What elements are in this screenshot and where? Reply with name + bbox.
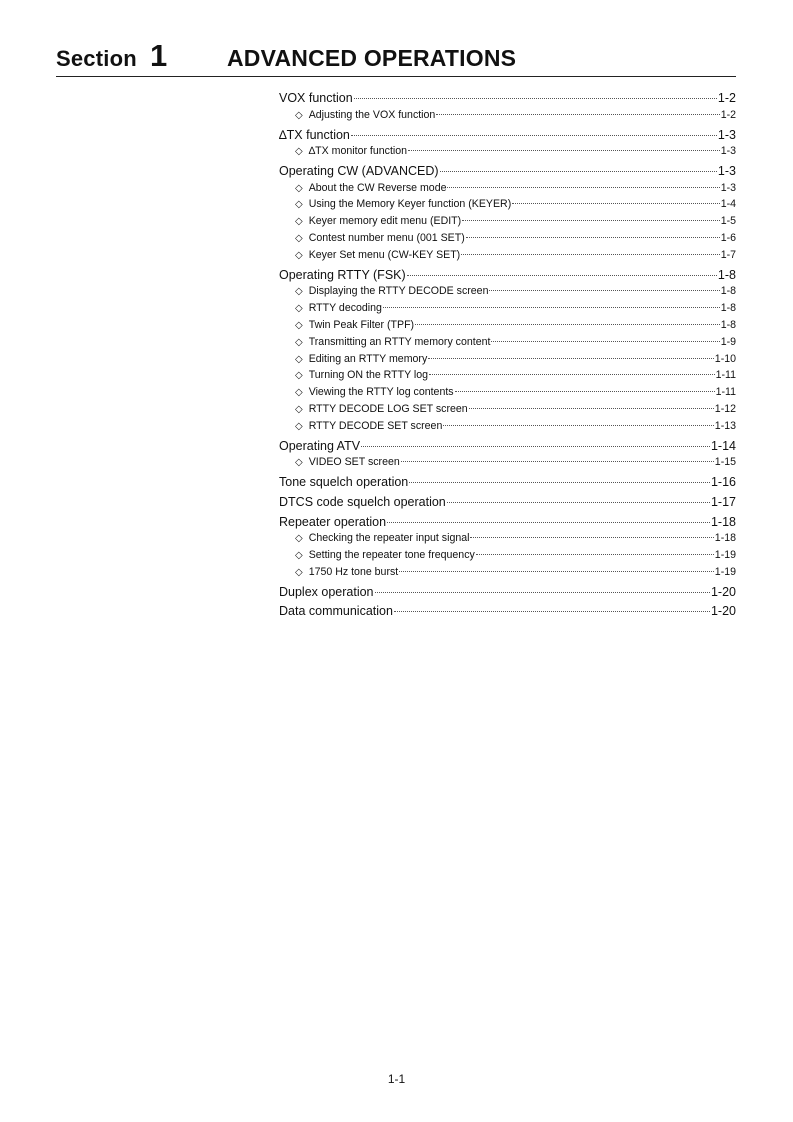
toc-subentry[interactable] [279,420,736,437]
toc-entry-page: 1-3 [720,145,736,158]
toc-entry-label: ◇ RTTY decoding [295,302,382,314]
toc-entry-label: ◇ Checking the repeater input signal [295,532,469,544]
toc-entry-page: 1-3 [720,181,736,194]
toc-entry[interactable] [279,268,736,286]
toc-entry-page: 1-18 [710,514,736,529]
toc-entry-page: 1-15 [714,456,736,469]
toc-entry-label: ◇ RTTY DECODE SET screen [295,420,442,432]
dot-leader [440,171,717,172]
dot-leader [401,461,714,462]
toc-entry-label: Tone squelch operation [279,475,409,490]
dot-leader [361,446,710,447]
toc-entry-page: 1-19 [714,548,736,561]
toc-entry-page: 1-4 [720,198,736,211]
toc-entry-page: 1-11 [715,369,736,382]
toc-entry-label: ◇ Viewing the RTTY log contents [295,386,454,398]
dot-leader [489,290,719,291]
dot-leader [466,237,720,238]
dot-leader [429,374,715,375]
toc-subentry[interactable] [279,109,736,126]
toc-entry-label: ∆TX function [279,127,350,142]
toc-entry-page: 1-7 [720,248,736,261]
toc-entry[interactable] [279,495,736,513]
toc-entry-page: 1-10 [714,352,736,365]
toc-subentry[interactable] [279,386,736,403]
toc-entry-label: ◇ VIDEO SET screen [295,456,400,468]
toc-entry-page: 1-16 [710,475,736,490]
toc-entry-label: ◇ 1750 Hz tone burst [295,566,398,578]
toc-entry[interactable] [279,515,736,533]
toc-entry[interactable] [279,128,736,146]
toc-entry-page: 1-20 [710,584,736,599]
dot-leader [469,408,714,409]
dot-leader [461,254,719,255]
toc-entry-label: ◇ Using the Memory Keyer function (KEYER) [295,198,511,210]
toc-entry[interactable] [279,164,736,182]
dot-leader [436,114,719,115]
toc-entry-page: 1-8 [720,318,736,331]
toc-entry-label: Operating ATV [279,438,361,453]
toc-entry[interactable] [279,475,736,493]
dot-leader [351,135,717,136]
toc-entry-label: Data communication [279,604,393,619]
toc-entry-label: Operating CW (ADVANCED) [279,164,439,179]
dot-leader [409,482,710,483]
dot-leader [387,522,710,523]
toc-entry-label: ◇ Keyer Set menu (CW-KEY SET) [295,249,460,261]
section-number: 1 [150,38,168,73]
toc-entry-label: ◇ Twin Peak Filter (TPF) [295,319,414,331]
toc-subentry[interactable] [279,336,736,353]
toc-entry-page: 1-11 [715,386,736,399]
toc-entry-label: ◇ Editing an RTTY memory [295,353,427,365]
dot-leader [443,425,713,426]
toc-entry-label: ◇ Setting the repeater tone frequency [295,549,475,561]
toc-entry-page: 1-9 [720,335,736,348]
toc-entry[interactable] [279,604,736,622]
toc-subentry[interactable] [279,182,736,199]
toc-subentry[interactable] [279,215,736,232]
toc-entry-page: 1-20 [710,604,736,619]
toc-entry-page: 1-8 [720,285,736,298]
dot-leader [383,307,720,308]
toc-entry-label: DTCS code squelch operation [279,494,446,509]
toc-subentry[interactable] [279,232,736,249]
toc-subentry[interactable] [279,532,736,549]
dot-leader [408,150,720,151]
toc-subentry[interactable] [279,353,736,370]
toc-entry-label: ◇ Contest number menu (001 SET) [295,232,465,244]
toc-entry-page: 1-17 [710,494,736,509]
toc-entry-label: ◇ RTTY DECODE LOG SET screen [295,403,468,415]
dot-leader [455,391,715,392]
toc-subentry[interactable] [279,302,736,319]
table-of-contents [279,89,736,622]
dot-leader [399,571,714,572]
dot-leader [476,554,714,555]
dot-leader [375,592,710,593]
toc-subentry[interactable] [279,285,736,302]
toc-entry[interactable] [279,439,736,457]
toc-entry-page: 1-19 [714,565,736,578]
toc-entry-page: 1-12 [714,402,736,415]
dot-leader [394,611,710,612]
toc-subentry[interactable] [279,249,736,266]
toc-entry-page: 1-3 [717,164,736,179]
toc-entry-label: ◇ About the CW Reverse mode [295,182,446,194]
toc-entry-page: 1-2 [717,91,736,106]
page-number: 1-1 [387,1072,406,1086]
section-header [56,38,736,77]
toc-entry-page: 1-2 [720,108,736,121]
dot-leader [447,187,719,188]
toc-subentry[interactable] [279,456,736,473]
toc-entry-page: 1-3 [717,127,736,142]
dot-leader [354,98,717,99]
toc-entry-page: 1-6 [720,232,736,245]
dot-leader [491,341,719,342]
toc-subentry[interactable] [279,198,736,215]
toc-entry-page: 1-8 [717,267,736,282]
toc-entry-label: ◇ Keyer memory edit menu (EDIT) [295,215,461,227]
toc-entry[interactable] [279,585,736,603]
toc-entry-label: Repeater operation [279,514,387,529]
toc-entry-page: 1-13 [714,419,736,432]
dot-leader [462,220,720,221]
toc-subentry[interactable] [279,319,736,336]
toc-entry-page: 1-8 [720,302,736,315]
toc-subentry[interactable] [279,145,736,162]
toc-subentry[interactable] [279,566,736,583]
toc-entry-label: ◇ Transmitting an RTTY memory content [295,336,490,348]
toc-entry-page: 1-5 [720,215,736,228]
dot-leader [447,502,710,503]
section-label: Section [56,46,137,71]
toc-entry-label: ◇ Displaying the RTTY DECODE screen [295,285,488,297]
dot-leader [428,358,714,359]
section-title: ADVANCED OPERATIONS [227,45,517,71]
toc-entry-page: 1-14 [710,438,736,453]
toc-entry[interactable] [279,91,736,109]
dot-leader [470,537,713,538]
toc-entry-label: ◇ Adjusting the VOX function [295,109,435,121]
dot-leader [415,324,720,325]
toc-subentry[interactable] [279,403,736,420]
toc-entry-label: Duplex operation [279,584,374,599]
toc-entry-label: Operating RTTY (FSK) [279,267,406,282]
dot-leader [512,203,719,204]
toc-entry-label: VOX function [279,91,353,106]
dot-leader [407,275,717,276]
toc-entry-page: 1-18 [714,532,736,545]
toc-entry-label: ◇ Turning ON the RTTY log [295,369,428,381]
toc-subentry[interactable] [279,369,736,386]
toc-entry-label: ◇ ∆TX monitor function [295,145,407,157]
toc-subentry[interactable] [279,549,736,566]
